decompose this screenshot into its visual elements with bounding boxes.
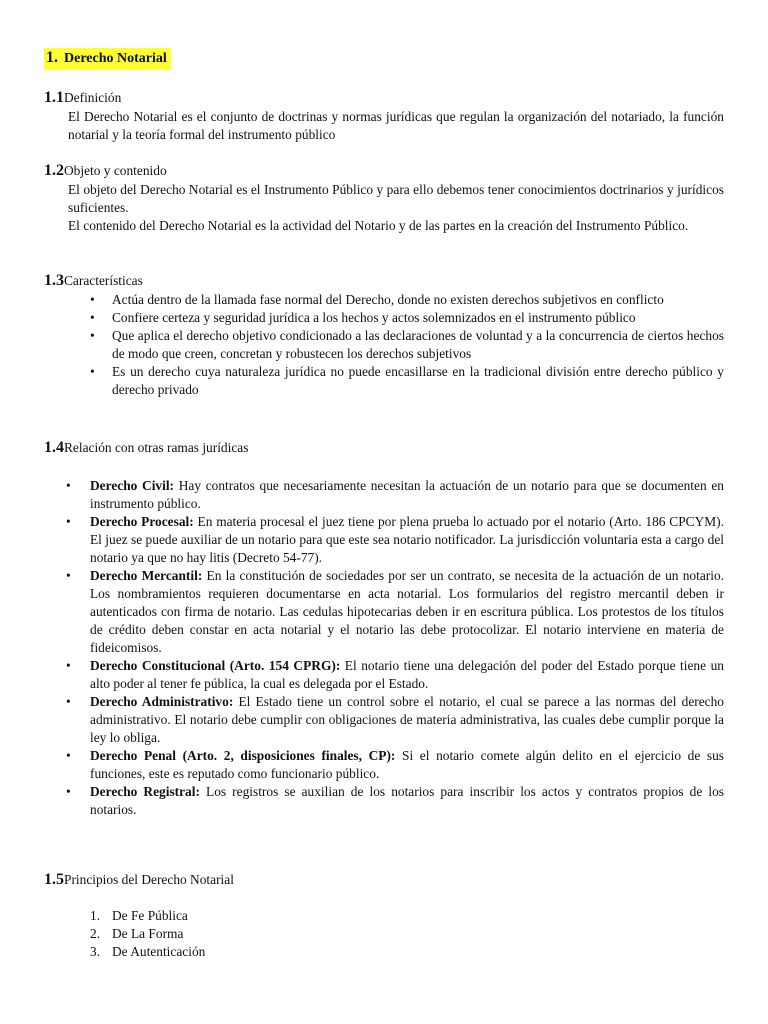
item-text: En materia procesal el juez tiene por plena prueba lo actuado por el notario (Arto. 186 CPCYM). El juez se puede auxiliar de un notario para que este sea notario notificador. La jurisdicción voluntaria esta a cargo del notario ya que no hay litis (Decreto 54-77). xyxy=(90,514,724,565)
list-item xyxy=(90,907,724,925)
item-text: De Autenticación xyxy=(112,944,206,959)
title-number: 1. xyxy=(46,49,58,66)
item-number: 1. xyxy=(90,908,101,923)
item-text: De Fe Pública xyxy=(112,908,188,923)
item-text: Los registros se auxilian de los notarios para inscribir los actos y contratos propios de los notarios. xyxy=(90,784,724,817)
list-item xyxy=(90,925,724,943)
list-item xyxy=(90,943,724,961)
item-term: Derecho Mercantil: xyxy=(90,568,203,583)
section-number: 1.3 xyxy=(44,272,64,289)
section-heading-text: Principios del Derecho Notarial xyxy=(64,872,234,887)
objeto-paragraph: El objeto del Derecho Notarial es el Instrumento Público y para ello debemos tener conocimientos doctrinarios y jurídicos suficientes. xyxy=(68,182,724,215)
list-item: • Que aplica el derecho objetivo condicionado a las declaraciones de voluntad y a la concurrencia de ciertos hechos de modo que creen, concretan y robustecen los derechos subjetivos xyxy=(112,327,724,363)
relacion-list xyxy=(44,477,724,819)
item-number: 3. xyxy=(90,944,101,959)
item-text: En la constitución de sociedades por ser un contrato, se necesita de la actuación de un notario. Los nombramientos requieren documentarse en acta notarial. Los formularios del registro mercantil deben ir autenticados con firma de notario. Las cedulas hipotecarias deben ir en escritura pública. Los protestos de los títulos de crédito deben constar en acta notarial y el notario las debe protocolizar. El notario interviene en materia de fideicomisos. xyxy=(90,568,724,655)
section-heading xyxy=(44,438,724,458)
title-highlight xyxy=(44,48,171,70)
list-item: • Es un derecho cuya naturaleza jurídica no puede encasillarse en la tradicional división entre derecho público y derecho privado xyxy=(112,363,724,399)
section-heading xyxy=(44,161,724,181)
item-text: De La Forma xyxy=(112,926,184,941)
list-item xyxy=(90,657,724,693)
section-heading xyxy=(44,870,724,890)
section-heading-text: Relación con otras ramas jurídicas xyxy=(64,440,249,455)
contenido-paragraph: El contenido del Derecho Notarial es la actividad del Notario y de las partes en la creación del Instrumento Público. xyxy=(68,218,689,233)
list-item xyxy=(90,693,724,747)
item-term: Derecho Constitucional (Arto. 154 CPRG): xyxy=(90,658,341,673)
section-number: 1.4 xyxy=(44,439,64,456)
caracteristicas-list xyxy=(44,291,724,399)
item-text: El notario tiene una delegación del poder del Estado porque tiene un alto poder al tener fe pública, la cual es delegada por el Estado. xyxy=(90,658,724,691)
list-item: • Actúa dentro de la llamada fase normal del Derecho, donde no existen derechos subjetivos en conflicto xyxy=(112,291,724,309)
section-number: 1.2 xyxy=(44,162,64,179)
title-text: Derecho Notarial xyxy=(64,51,167,66)
section-heading-text: Características xyxy=(64,273,143,288)
section-heading-text: Objeto y contenido xyxy=(64,163,167,178)
item-text: El Estado tiene un control sobre el notario, el cual se parece a las normas del derecho administrativo. El notario debe cumplir con obligaciones de materia administrativa, las cuales debe cumplir porque la ley lo obliga. xyxy=(90,694,724,745)
item-term: Derecho Civil: xyxy=(90,478,175,493)
section-objeto xyxy=(44,161,724,235)
item-text: Si el notario comete algún delito en el ejercicio de sus funciones, este es reputado como funcionario público. xyxy=(90,748,725,781)
section-principios xyxy=(44,870,724,961)
section-heading-text: Definición xyxy=(64,90,122,105)
principios-list xyxy=(44,907,724,961)
section-definicion xyxy=(44,88,724,144)
item-term: Derecho Registral: xyxy=(90,784,200,799)
list-item xyxy=(90,513,724,567)
item-term: Derecho Administrativo: xyxy=(90,694,234,709)
section-relacion xyxy=(44,438,724,819)
list-item xyxy=(90,747,724,783)
list-item xyxy=(90,477,724,513)
document-title xyxy=(44,48,171,70)
item-text: Hay contratos que necesariamente necesitan la actuación de un notario para que se documenten en instrumento público. xyxy=(90,478,724,511)
list-item xyxy=(90,783,724,819)
section-number: 1.1 xyxy=(44,89,64,106)
section-heading xyxy=(44,88,724,108)
item-term: Derecho Penal (Arto. 2, disposiciones finales, CP): xyxy=(90,748,396,763)
item-term: Derecho Procesal: xyxy=(90,514,194,529)
section-number: 1.5 xyxy=(44,871,64,888)
definition-paragraph: El Derecho Notarial es el conjunto de doctrinas y normas jurídicas que regulan la organización del notariado, la función notarial y la teoría formal del instrumento público xyxy=(68,109,724,142)
list-item xyxy=(90,567,724,657)
section-caracteristicas xyxy=(44,271,724,399)
item-number: 2. xyxy=(90,926,101,941)
section-heading xyxy=(44,271,724,291)
list-item: • Confiere certeza y seguridad jurídica a los hechos y actos solemnizados en el instrumento público xyxy=(112,309,724,327)
